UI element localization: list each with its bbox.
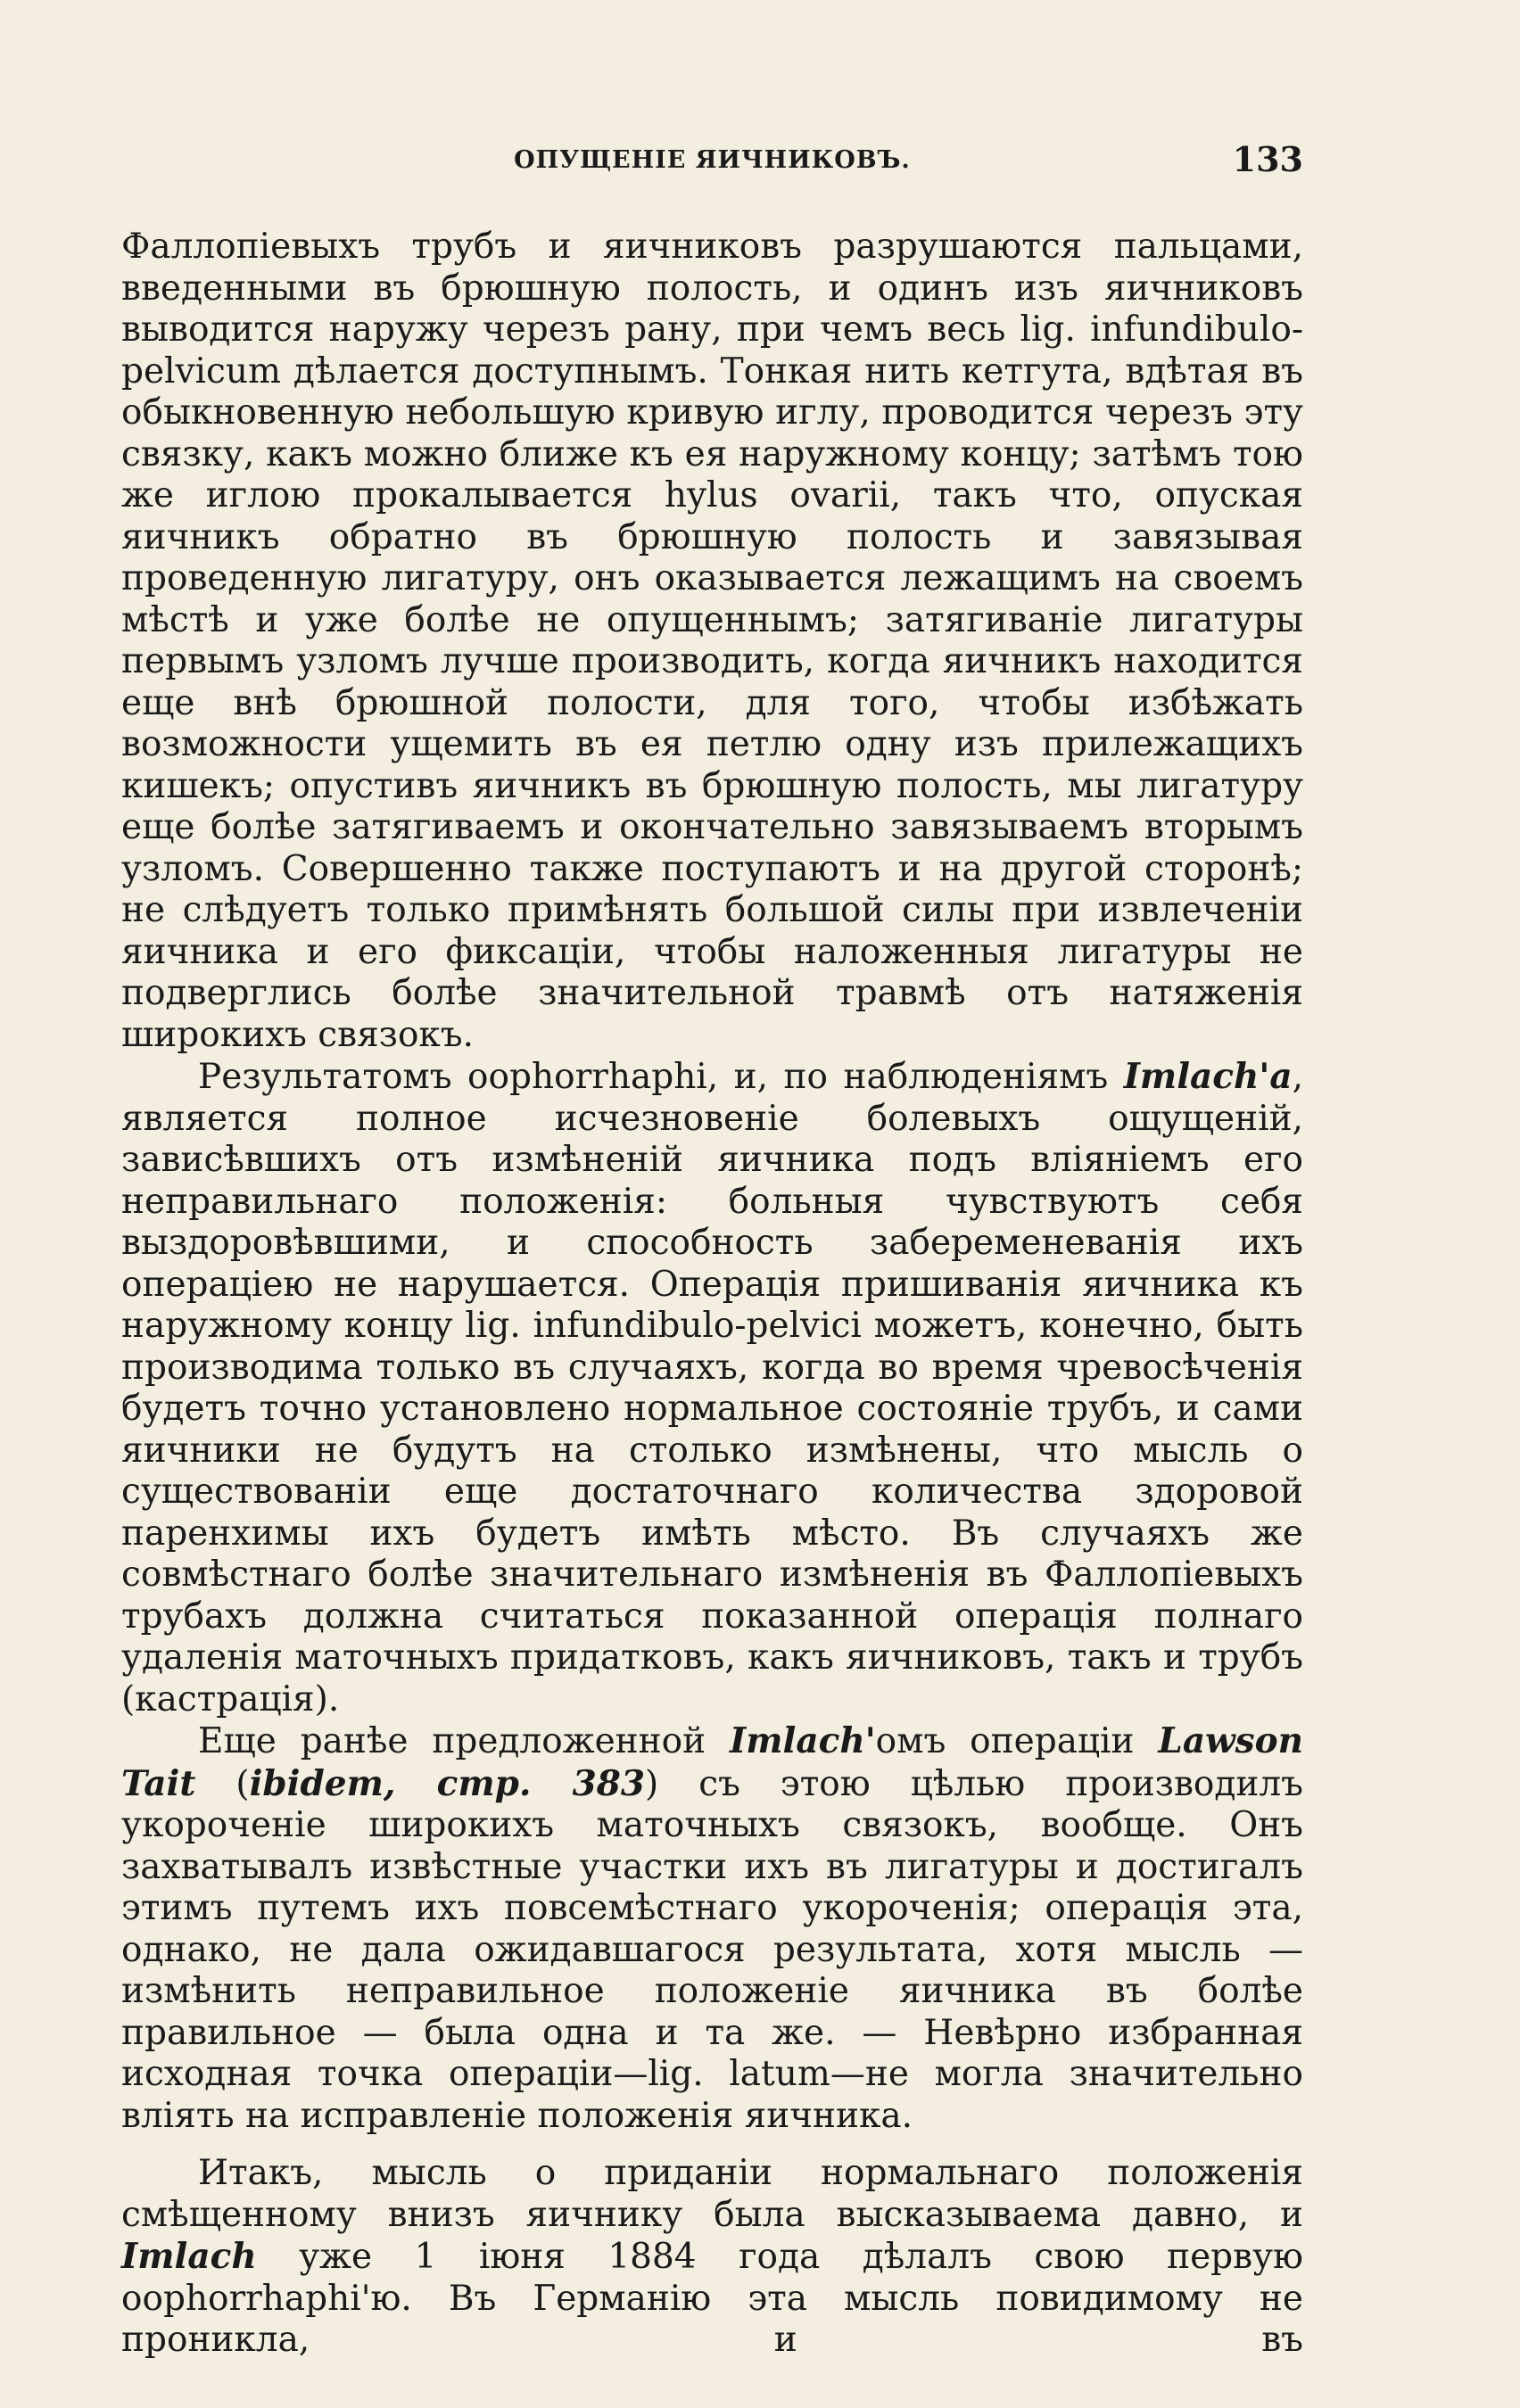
paragraph-text: , является полное исчезновеніе болевыхъ ощущеній, зависѣвшихъ отъ измѣненій яичника подъ вліяніемъ его неправильнаго положенія: больныя чувствуютъ себя выздоровѣвшими, и способность забеременеванія ихъ операціею не нарушается. Операція пришиванія яичника къ наружному концу lig. infundibulo-pelvici можетъ, конечно, быть производима только въ случаяхъ, когда во время чревосѣченія будетъ точно установлено нормальное состояніе трубъ, и сами яичники не будутъ на столько измѣнены, что мысль о существованіи еще достаточнаго количества здоровой паренхимы ихъ будетъ имѣть мѣсто. Въ случаяхъ же совмѣстнаго болѣе значительнаго измѣненія въ Фаллопіевыхъ трубахъ должна считаться показанной операція полнаго удаленія маточныхъ придатковъ, какъ яичниковъ, такъ и трубъ (кастрація). [121, 1057, 1303, 1719]
author-name: Imlach [121, 2236, 257, 2277]
author-name: Lawson Tait [121, 1720, 1303, 1804]
author-name: Imlach'a [1123, 1056, 1293, 1097]
paragraph-3 [121, 1720, 1303, 2137]
citation: ibidem, стр. 383 [249, 1762, 646, 1804]
paragraph-text: уже 1 іюня 1884 года дѣлалъ свою первую oophorrhaphi'ю. Въ Германію эта мысль повидимому не проникла, и въ [121, 2237, 1303, 2360]
running-title: ОПУЩЕНІЕ ЯИЧНИКОВЪ. [514, 146, 911, 174]
paragraph-text: ) съ этою цѣлью производилъ укороченіе широкихъ маточныхъ связокъ, вообще. Онъ захватывалъ извѣстные участки ихъ въ лигатуры и достигалъ этимъ путемъ ихъ повсемѣстнаго укороченія; операція эта, однако, не дала ожидавшагося результата, хотя мысль — измѣнить неправильное положеніе яичника въ болѣе правильное — была одна и та же. — Невѣрно избранная исходная точка операціи—lig. latum—не могла значительно вліять на исправленіе положенія яичника. [121, 1763, 1303, 2136]
body-text [121, 227, 1303, 2362]
paragraph-text: Результатомъ oophorrhaphi, и, по наблюденіямъ [198, 1057, 1124, 1097]
paragraph-4 [121, 2153, 1303, 2362]
paragraph-text: омъ операціи [875, 1721, 1159, 1761]
paragraph-text: Итакъ, мысль о приданіи нормальнаго положенія смѣщенному внизъ яичнику была высказываема давно, и [121, 2153, 1303, 2235]
page-header [121, 139, 1303, 184]
paragraph-text: ( [195, 1763, 250, 1804]
author-name: Imlach' [730, 1720, 876, 1761]
paragraph-1 [121, 227, 1303, 1056]
paragraph-2 [121, 1056, 1303, 1720]
page-number: 133 [1232, 139, 1303, 179]
paragraph-text: Фаллопіевыхъ трубъ и яичниковъ разрушаются пальцами, введенными въ брюшную полость, и одинъ изъ яичниковъ выводится наружу черезъ рану, при чемъ весь lig. infundibulo-pelvicum дѣлается доступнымъ. Тонкая нить кетгута, вдѣтая въ обыкновенную небольшую кривую иглу, проводится черезъ эту связку, какъ можно ближе къ ея наружному концу; затѣмъ тою же иглою прокалывается hylus ovarii, такъ что, опуская яичникъ обратно въ брюшную полость и завязывая проведенную лигатуру, онъ оказывается лежащимъ на своемъ мѣстѣ и уже болѣе не опущеннымъ; затягиваніе лигатуры первымъ узломъ лучше производить, когда яичникъ находится еще внѣ брюшной полости, для того, чтобы избѣжать возможности ущемить въ ея петлю одну изъ прилежащихъ кишекъ; опустивъ яичникъ въ брюшную полость, мы лигатуру еще болѣе затягиваемъ и окончательно завязываемъ вторымъ узломъ. Совершенно также поступаютъ и на другой сторонѣ; не слѣдуетъ только примѣнять большой силы при извлеченіи яичника и его фиксаціи, чтобы наложенныя лигатуры не подверглись болѣе значительной травмѣ отъ натяженія широкихъ связокъ. [121, 227, 1303, 1055]
paragraph-text: Еще ранѣе предложенной [198, 1721, 731, 1761]
